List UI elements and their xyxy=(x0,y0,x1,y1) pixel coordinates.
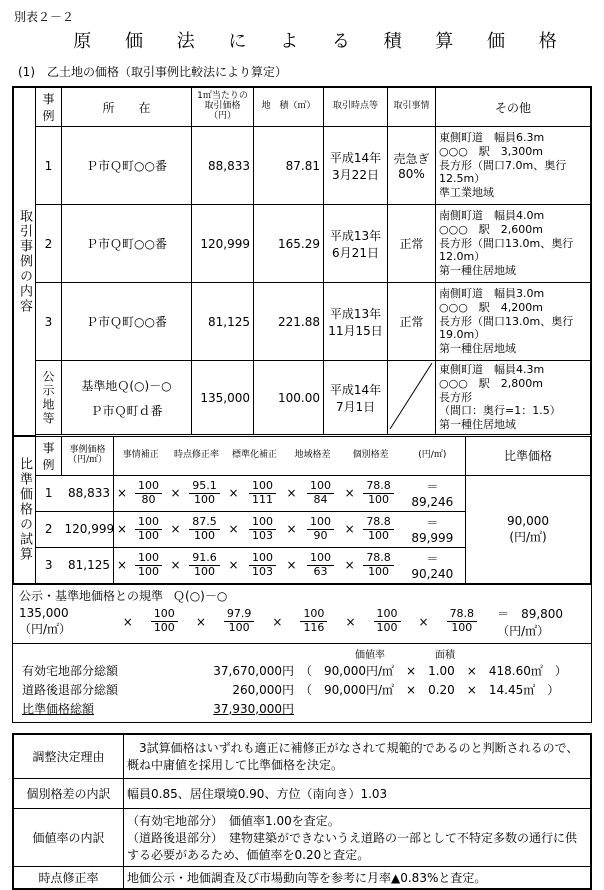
other-line: 第一種住居地域 xyxy=(439,342,516,356)
correction-fraction: $\frac{100}{63}$ xyxy=(307,552,334,578)
balance-fraction: $\frac{78.8}{100}$ xyxy=(447,608,478,634)
sheet-label: 別表２－２ xyxy=(14,10,75,24)
balance-fraction: $\frac{100}{116}$ xyxy=(300,608,327,634)
times-sign: × xyxy=(345,614,356,629)
summary-amount: 260,000円 xyxy=(232,682,294,697)
table-row xyxy=(14,283,591,361)
notes-label: 時点修正率 xyxy=(14,866,124,888)
other-line: ○○○ 駅 4,200m xyxy=(439,300,544,314)
times-sign: × xyxy=(226,475,242,511)
notes-row xyxy=(14,734,591,778)
summary-col-area: 面積 xyxy=(435,649,455,661)
correction-fraction: $\frac{100}{103}$ xyxy=(249,516,276,542)
other-line: ○○○ 駅 2,800m xyxy=(439,376,544,390)
correction-fraction: $\frac{78.8}{100}$ xyxy=(363,552,394,578)
case-other xyxy=(436,283,591,361)
correction-fraction: $\frac{100}{90}$ xyxy=(307,516,334,542)
correction-cell xyxy=(242,511,284,547)
times-sign: × xyxy=(342,511,358,547)
times-sign: × xyxy=(418,614,429,629)
summary-label: 比準価格総額 xyxy=(22,701,95,716)
col-unit: (円/㎡) xyxy=(400,436,466,475)
public-location-line: 基準地Ｑ(○)－○ xyxy=(81,378,172,393)
balance-ref: Ｑ(○)－○ xyxy=(173,588,228,603)
comparison-table xyxy=(13,436,591,584)
case-price: 81,125 xyxy=(192,283,254,361)
comparison-result: ＝ 90,240 xyxy=(400,547,466,583)
final-comparison-price xyxy=(466,475,591,583)
summary-label: 有効宅地部分総額 xyxy=(22,663,119,678)
summary-row xyxy=(19,661,585,680)
times-sign: × xyxy=(195,614,206,629)
summary-label: 道路後退部分総額 xyxy=(22,682,119,697)
balance-fraction: $\frac{97.9}{100}$ xyxy=(224,608,255,634)
case-price: 88,833 xyxy=(62,475,114,511)
public-location xyxy=(62,361,192,435)
table-row xyxy=(14,127,591,205)
summary-amount: 37,930,000円 xyxy=(213,701,294,716)
notes-row xyxy=(14,778,591,808)
public-label: 公示地等 xyxy=(36,361,62,435)
summary-row xyxy=(19,680,585,699)
public-other xyxy=(436,361,591,435)
correction-cell xyxy=(242,547,284,583)
case-circumstance: 正常 xyxy=(388,283,436,361)
times-sign: × xyxy=(114,511,130,547)
diagonal-slash xyxy=(388,361,434,431)
case-circumstance: 売急ぎ 80% xyxy=(388,127,436,205)
times-sign: × xyxy=(168,511,184,547)
correction-fraction: $\frac{100}{80}$ xyxy=(135,480,162,506)
case-date: 平成13年 6月21日 xyxy=(324,205,388,283)
col-individual-diff: 個別格差 xyxy=(342,436,400,475)
correction-cell xyxy=(358,511,400,547)
case-area: 221.88 xyxy=(254,283,324,361)
notes-label: 個別格差の内訳 xyxy=(14,778,124,808)
other-line: 南側町道 幅員3.0m xyxy=(439,287,545,301)
notes-text: 3試算価格はいずれも適正に補修正がなされて規範的であるのと判断されるので、概ね中庸値を採用して比準価格を決定。 xyxy=(124,734,591,778)
balance-result: ＝ 89,800（円/㎡） xyxy=(497,606,564,638)
correction-cell xyxy=(184,475,226,511)
notes-box xyxy=(12,733,592,890)
notes-label: 調整決定理由 xyxy=(14,734,124,778)
other-line: 長方形 xyxy=(439,390,472,404)
summary-amount: 37,670,000円 xyxy=(213,663,294,678)
times-sign: × xyxy=(284,511,300,547)
document-title: 原 価 法 に よ る 積 算 価 格 xyxy=(73,31,571,52)
case-date: 平成13年 11月15日 xyxy=(324,283,388,361)
times-sign: × xyxy=(284,475,300,511)
notes-text-line: （有効宅地部分） 価値率1.00を査定。 xyxy=(127,813,340,828)
other-line: ○○○ 駅 2,600m xyxy=(439,222,544,236)
public-area: 100.00 xyxy=(254,361,324,435)
notes-text-line: （道路後退部分） 建物建築ができないうえ道路の一部として不特定多数の通行に供する必要があるため、価値率を0.20と査定。 xyxy=(127,830,578,862)
other-line: 長方形（間口7.0m、奥行12.5m） xyxy=(439,158,567,186)
correction-cell xyxy=(300,475,342,511)
case-price: 81,125 xyxy=(62,547,114,583)
summary-formula: （ 90,000円/㎡ × 1.00 × 418.60㎡ ） xyxy=(300,663,567,678)
balance-line xyxy=(19,605,585,639)
case-price: 88,833 xyxy=(192,127,254,205)
case-area: 87.81 xyxy=(254,127,324,205)
case-location: Ｐ市Ｑ町○○番 xyxy=(62,127,192,205)
col-case: 事例 xyxy=(36,436,62,475)
times-sign: × xyxy=(122,614,133,629)
summary-section xyxy=(13,643,591,722)
col-unit-price: 1㎡当たりの取引価格（円） xyxy=(192,88,254,127)
correction-cell xyxy=(358,547,400,583)
col-case-price: 事例価格（円/㎡） xyxy=(62,436,114,475)
correction-cell xyxy=(130,547,168,583)
correction-fraction: $\frac{100}{100}$ xyxy=(135,516,162,542)
correction-fraction: $\frac{91.6}{100}$ xyxy=(189,552,220,578)
case-number: 1 xyxy=(36,127,62,205)
times-sign: × xyxy=(342,475,358,511)
other-line: 長方形（間口13.0m、奥行12.0m） xyxy=(439,236,574,264)
other-line: 第一種住居地域 xyxy=(439,418,516,432)
case-location: Ｐ市Ｑ町○○番 xyxy=(62,283,192,361)
correction-cell xyxy=(358,475,400,511)
times-sign: × xyxy=(272,614,283,629)
correction-cell xyxy=(184,547,226,583)
case-area: 165.29 xyxy=(254,205,324,283)
public-location-line: Ｐ市Ｑ町ｄ番 xyxy=(90,403,163,418)
times-sign: × xyxy=(168,475,184,511)
other-line: ○○○ 駅 3,300m xyxy=(439,144,544,158)
other-line: 長方形（間口13.0m、奥行19.0m） xyxy=(439,314,574,342)
section-title: (1) 乙土地の価格（取引事例比較法により算定） xyxy=(18,65,287,79)
transaction-table-box xyxy=(12,86,592,723)
times-sign: × xyxy=(114,547,130,583)
balance-fraction: $\frac{100}{100}$ xyxy=(151,608,178,634)
notes-text: 地価公示・地価調査及び市場動向等を参考に月率▲0.83%と査定。 xyxy=(124,866,591,888)
notes-text xyxy=(124,808,591,866)
notes-table xyxy=(13,734,591,889)
case-price: 120,999 xyxy=(192,205,254,283)
other-line: 東側町道 幅員6.3m xyxy=(439,131,545,145)
summary-row xyxy=(19,699,585,718)
summary-formula: （ 90,000円/㎡ × 0.20 × 14.45㎡ ） xyxy=(300,682,560,697)
col-standardization: 標準化補正 xyxy=(226,436,284,475)
transaction-table xyxy=(13,87,591,436)
col-comparison-price: 比準価格 xyxy=(466,436,591,475)
col-location: 所 在 xyxy=(62,88,192,127)
public-circumstance-slash xyxy=(388,361,436,435)
case-price: 120,999 xyxy=(62,511,114,547)
comparison-side-label: 比準価格の試算 xyxy=(14,436,36,583)
times-sign: × xyxy=(284,547,300,583)
summary-formula xyxy=(297,699,585,718)
balance-fraction: $\frac{100}{100}$ xyxy=(374,608,401,634)
table-row xyxy=(14,205,591,283)
correction-cell xyxy=(130,511,168,547)
times-sign: × xyxy=(226,511,242,547)
other-line: 東側町道 幅員4.3m xyxy=(439,363,545,377)
balance-label: 公示・基準地価格との規準 xyxy=(19,588,164,603)
comparison-result: ＝ 89,246 xyxy=(400,475,466,511)
other-line: 準工業地域 xyxy=(439,186,494,200)
col-case: 事例 xyxy=(36,88,62,127)
correction-fraction: $\frac{100}{100}$ xyxy=(135,552,162,578)
times-sign: × xyxy=(114,475,130,511)
correction-cell xyxy=(242,475,284,511)
case-other xyxy=(436,205,591,283)
correction-cell xyxy=(300,511,342,547)
col-area: 地 積（㎡） xyxy=(254,88,324,127)
correction-fraction: $\frac{78.8}{100}$ xyxy=(363,480,394,506)
correction-cell xyxy=(184,511,226,547)
times-sign: × xyxy=(168,547,184,583)
table-row xyxy=(14,475,591,511)
case-circumstance: 正常 xyxy=(388,205,436,283)
col-circumstance: 取引事情 xyxy=(388,88,436,127)
public-row xyxy=(14,361,591,435)
correction-fraction: $\frac{100}{103}$ xyxy=(249,552,276,578)
case-number: 2 xyxy=(36,205,62,283)
correction-cell xyxy=(130,475,168,511)
correction-fraction: $\frac{100}{84}$ xyxy=(307,480,334,506)
times-sign: × xyxy=(342,547,358,583)
other-line: 第一種住居地域 xyxy=(439,264,516,278)
balance-section xyxy=(13,584,591,643)
col-regional-diff: 地域格差 xyxy=(284,436,342,475)
col-time-correction: 時点修正率 xyxy=(168,436,226,475)
case-number: 3 xyxy=(36,283,62,361)
case-number: 3 xyxy=(36,547,62,583)
case-location: Ｐ市Ｑ町○○番 xyxy=(62,205,192,283)
times-sign: × xyxy=(226,547,242,583)
final-price-value: 90,000 xyxy=(507,513,550,528)
final-price-unit: (円/㎡) xyxy=(509,529,547,544)
public-price: 135,000 xyxy=(192,361,254,435)
col-other: その他 xyxy=(436,88,591,127)
other-line: （間口：奥行=1：1.5） xyxy=(439,404,561,418)
col-circumstance-correction: 事情補正 xyxy=(114,436,168,475)
notes-label: 価値率の内訳 xyxy=(14,808,124,866)
transaction-side-label: 取引事例の内容 xyxy=(14,88,36,436)
comparison-result: ＝ 89,999 xyxy=(400,511,466,547)
balance-price: 135,000（円/㎡） xyxy=(19,606,72,636)
correction-fraction: $\frac{100}{111}$ xyxy=(249,480,276,506)
case-number: 1 xyxy=(36,475,62,511)
summary-table xyxy=(19,661,585,718)
correction-fraction: $\frac{78.8}{100}$ xyxy=(363,516,394,542)
correction-cell xyxy=(300,547,342,583)
case-number: 2 xyxy=(36,511,62,547)
public-date: 平成14年 7月1日 xyxy=(324,361,388,435)
notes-row xyxy=(14,808,591,866)
summary-col-rate: 価値率 xyxy=(355,649,385,661)
case-date: 平成14年 3月22日 xyxy=(324,127,388,205)
correction-fraction: $\frac{95.1}{100}$ xyxy=(189,480,220,506)
correction-fraction: $\frac{87.5}{100}$ xyxy=(189,516,220,542)
other-line: 南側町道 幅員4.0m xyxy=(439,209,545,223)
case-other xyxy=(436,127,591,205)
notes-text: 幅員0.85、居住環境0.90、方位（南向き）1.03 xyxy=(124,778,591,808)
col-date: 取引時点等 xyxy=(324,88,388,127)
